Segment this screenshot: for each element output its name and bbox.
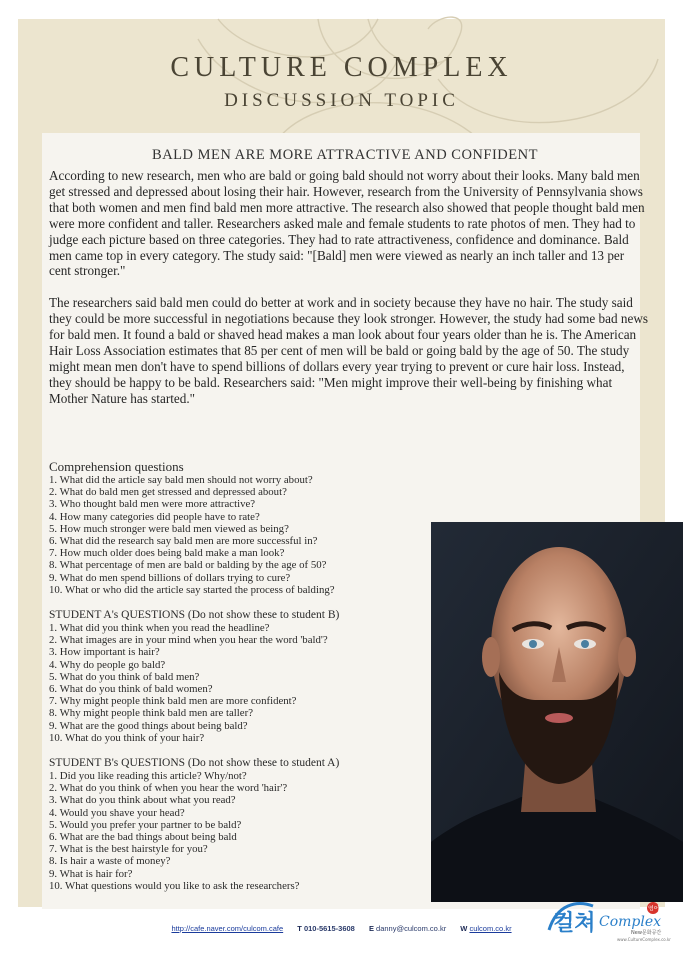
spacer bbox=[49, 744, 429, 757]
student-a-question: 7. Why might people think bald men are more confident? bbox=[49, 695, 297, 708]
student-a-question: 6. What do you think of bald women? bbox=[49, 683, 213, 696]
logo-badge: 영어 bbox=[648, 905, 660, 913]
student-a-question: 5. What do you think of bald men? bbox=[49, 670, 200, 683]
student-a-question: 2. What images are in your mind when you hear the word 'bald'? bbox=[49, 634, 328, 647]
comprehension-question: 3. Who thought bald men were more attractive? bbox=[49, 498, 256, 511]
culture-complex-logo-icon bbox=[547, 900, 671, 944]
student-b-question: 10. What questions would you like to ask the researchers? bbox=[49, 879, 300, 892]
logo-english: Complex bbox=[599, 914, 662, 930]
comprehension-heading: Comprehension questions bbox=[49, 459, 184, 474]
cafe-link[interactable]: http://cafe.naver.com/culcom.cafe bbox=[171, 924, 284, 933]
student-b-question: 7. What is the best hairstyle for you? bbox=[49, 843, 208, 856]
question-section bbox=[49, 460, 429, 892]
comprehension-question: 4. How many categories did people have to rate? bbox=[49, 510, 260, 523]
bald-man-portrait-icon bbox=[431, 522, 683, 902]
student-b-heading: STUDENT B's QUESTIONS (Do not show these to student A) bbox=[49, 757, 340, 770]
student-b-question: 4. Would you shave your head? bbox=[49, 806, 185, 819]
comprehension-question: 9. What do men spend billions of dollars trying to cure? bbox=[49, 571, 291, 584]
phone-label: T bbox=[297, 924, 302, 933]
comprehension-question: 1. What did the article say bald men should not worry about? bbox=[49, 474, 313, 486]
student-a-heading: STUDENT A's QUESTIONS (Do not show these to student B) bbox=[49, 609, 340, 622]
article-paragraph-1: According to new research, men who are bald or going bald should not worry about their looks. Many bald men get stressed and depressed about losing their hair. However, research from the University of Pennsylvania shows that both women and men find bald men more attractive. The research also showed that people thought bald men were more confident and taller. Researchers asked male and female students to rate photos of men. They had to judge each picture based on three categories. They had to rate attractiveness, confidence and dominance. Bald men came top in every category. The study said: "[Bald] men were viewed as nearly an inch taller and 13 per cent stronger." bbox=[49, 168, 645, 279]
student-a-question: 3. How important is hair? bbox=[49, 646, 160, 659]
logo-korean: 컬쳐 bbox=[553, 911, 596, 936]
article-headline: BALD MEN ARE MORE ATTRACTIVE AND CONFIDENT bbox=[152, 147, 538, 163]
student-b-question: 3. What do you think about what you read? bbox=[49, 794, 236, 807]
article-paragraph-2: The researchers said bald men could do better at work and in society because they have no hair. The study said they could be more successful in negotiations because they look stronger. However, the study had some bad news for bald men. It found a bald or shaved head makes a man look about four years older than he is. The American Hair Loss Association estimates that 85 per cent of men will be bald or going bald by the age of 50. The study might mean men don't have to spend billions of dollars every year trying to prevent or cure hair loss. Instead, they should be happy to be bald. Researchers said: "Men might improve their well-being by finishing what Mother Nature has started." bbox=[49, 295, 648, 406]
page-subtitle: DISCUSSION TOPIC bbox=[224, 90, 459, 111]
email-address[interactable]: danny@culcom.co.kr bbox=[376, 924, 447, 933]
spacer bbox=[49, 596, 429, 609]
student-b-question: 6. What are the bad things about being bald bbox=[49, 831, 237, 844]
comprehension-question: 6. What did the research say bald men are more successful in? bbox=[49, 535, 318, 548]
article-body bbox=[49, 168, 649, 422]
student-b-question: 1. Did you like reading this article? Why/not? bbox=[49, 770, 247, 783]
student-b-question: 2. What do you think of when you hear the word 'hair'? bbox=[49, 782, 288, 795]
student-a-question: 9. What are the good things about being bald? bbox=[49, 719, 248, 732]
portrait-photo bbox=[431, 522, 683, 902]
student-b-question: 9. What is hair for? bbox=[49, 867, 133, 880]
student-b-question: 5. Would you prefer your partner to be bald? bbox=[49, 818, 242, 831]
student-a-question: 4. Why do people go bald? bbox=[49, 658, 166, 671]
page-title: CULTURE COMPLEX bbox=[170, 52, 513, 83]
phone-number: 010-5615-3608 bbox=[303, 924, 355, 933]
comprehension-question: 10. What or who did the article say started the process of balding? bbox=[49, 583, 335, 596]
web-label: W bbox=[460, 924, 468, 933]
logo-tagline: New문화공간 bbox=[631, 930, 662, 936]
student-a-question: 8. Why might people think bald men are taller? bbox=[49, 707, 253, 720]
comprehension-question: 2. What do bald men get stressed and depressed about? bbox=[49, 486, 287, 499]
student-b-question: 8. Is hair a waste of money? bbox=[49, 855, 171, 868]
comprehension-question: 7. How much older does being bald make a man look? bbox=[49, 547, 285, 560]
web-link[interactable]: culcom.co.kr bbox=[469, 924, 512, 933]
logo-site: www.CultureComplex.co.kr bbox=[617, 937, 671, 942]
comprehension-question: 5. How much stronger were bald men viewed as being? bbox=[49, 522, 289, 535]
email-label: E bbox=[368, 924, 374, 933]
student-a-question: 10. What do you think of your hair? bbox=[49, 731, 205, 744]
student-a-question: 1. What did you think when you read the headline? bbox=[49, 622, 270, 635]
comprehension-question: 8. What percentage of men are bald or balding by the age of 50? bbox=[49, 559, 327, 572]
